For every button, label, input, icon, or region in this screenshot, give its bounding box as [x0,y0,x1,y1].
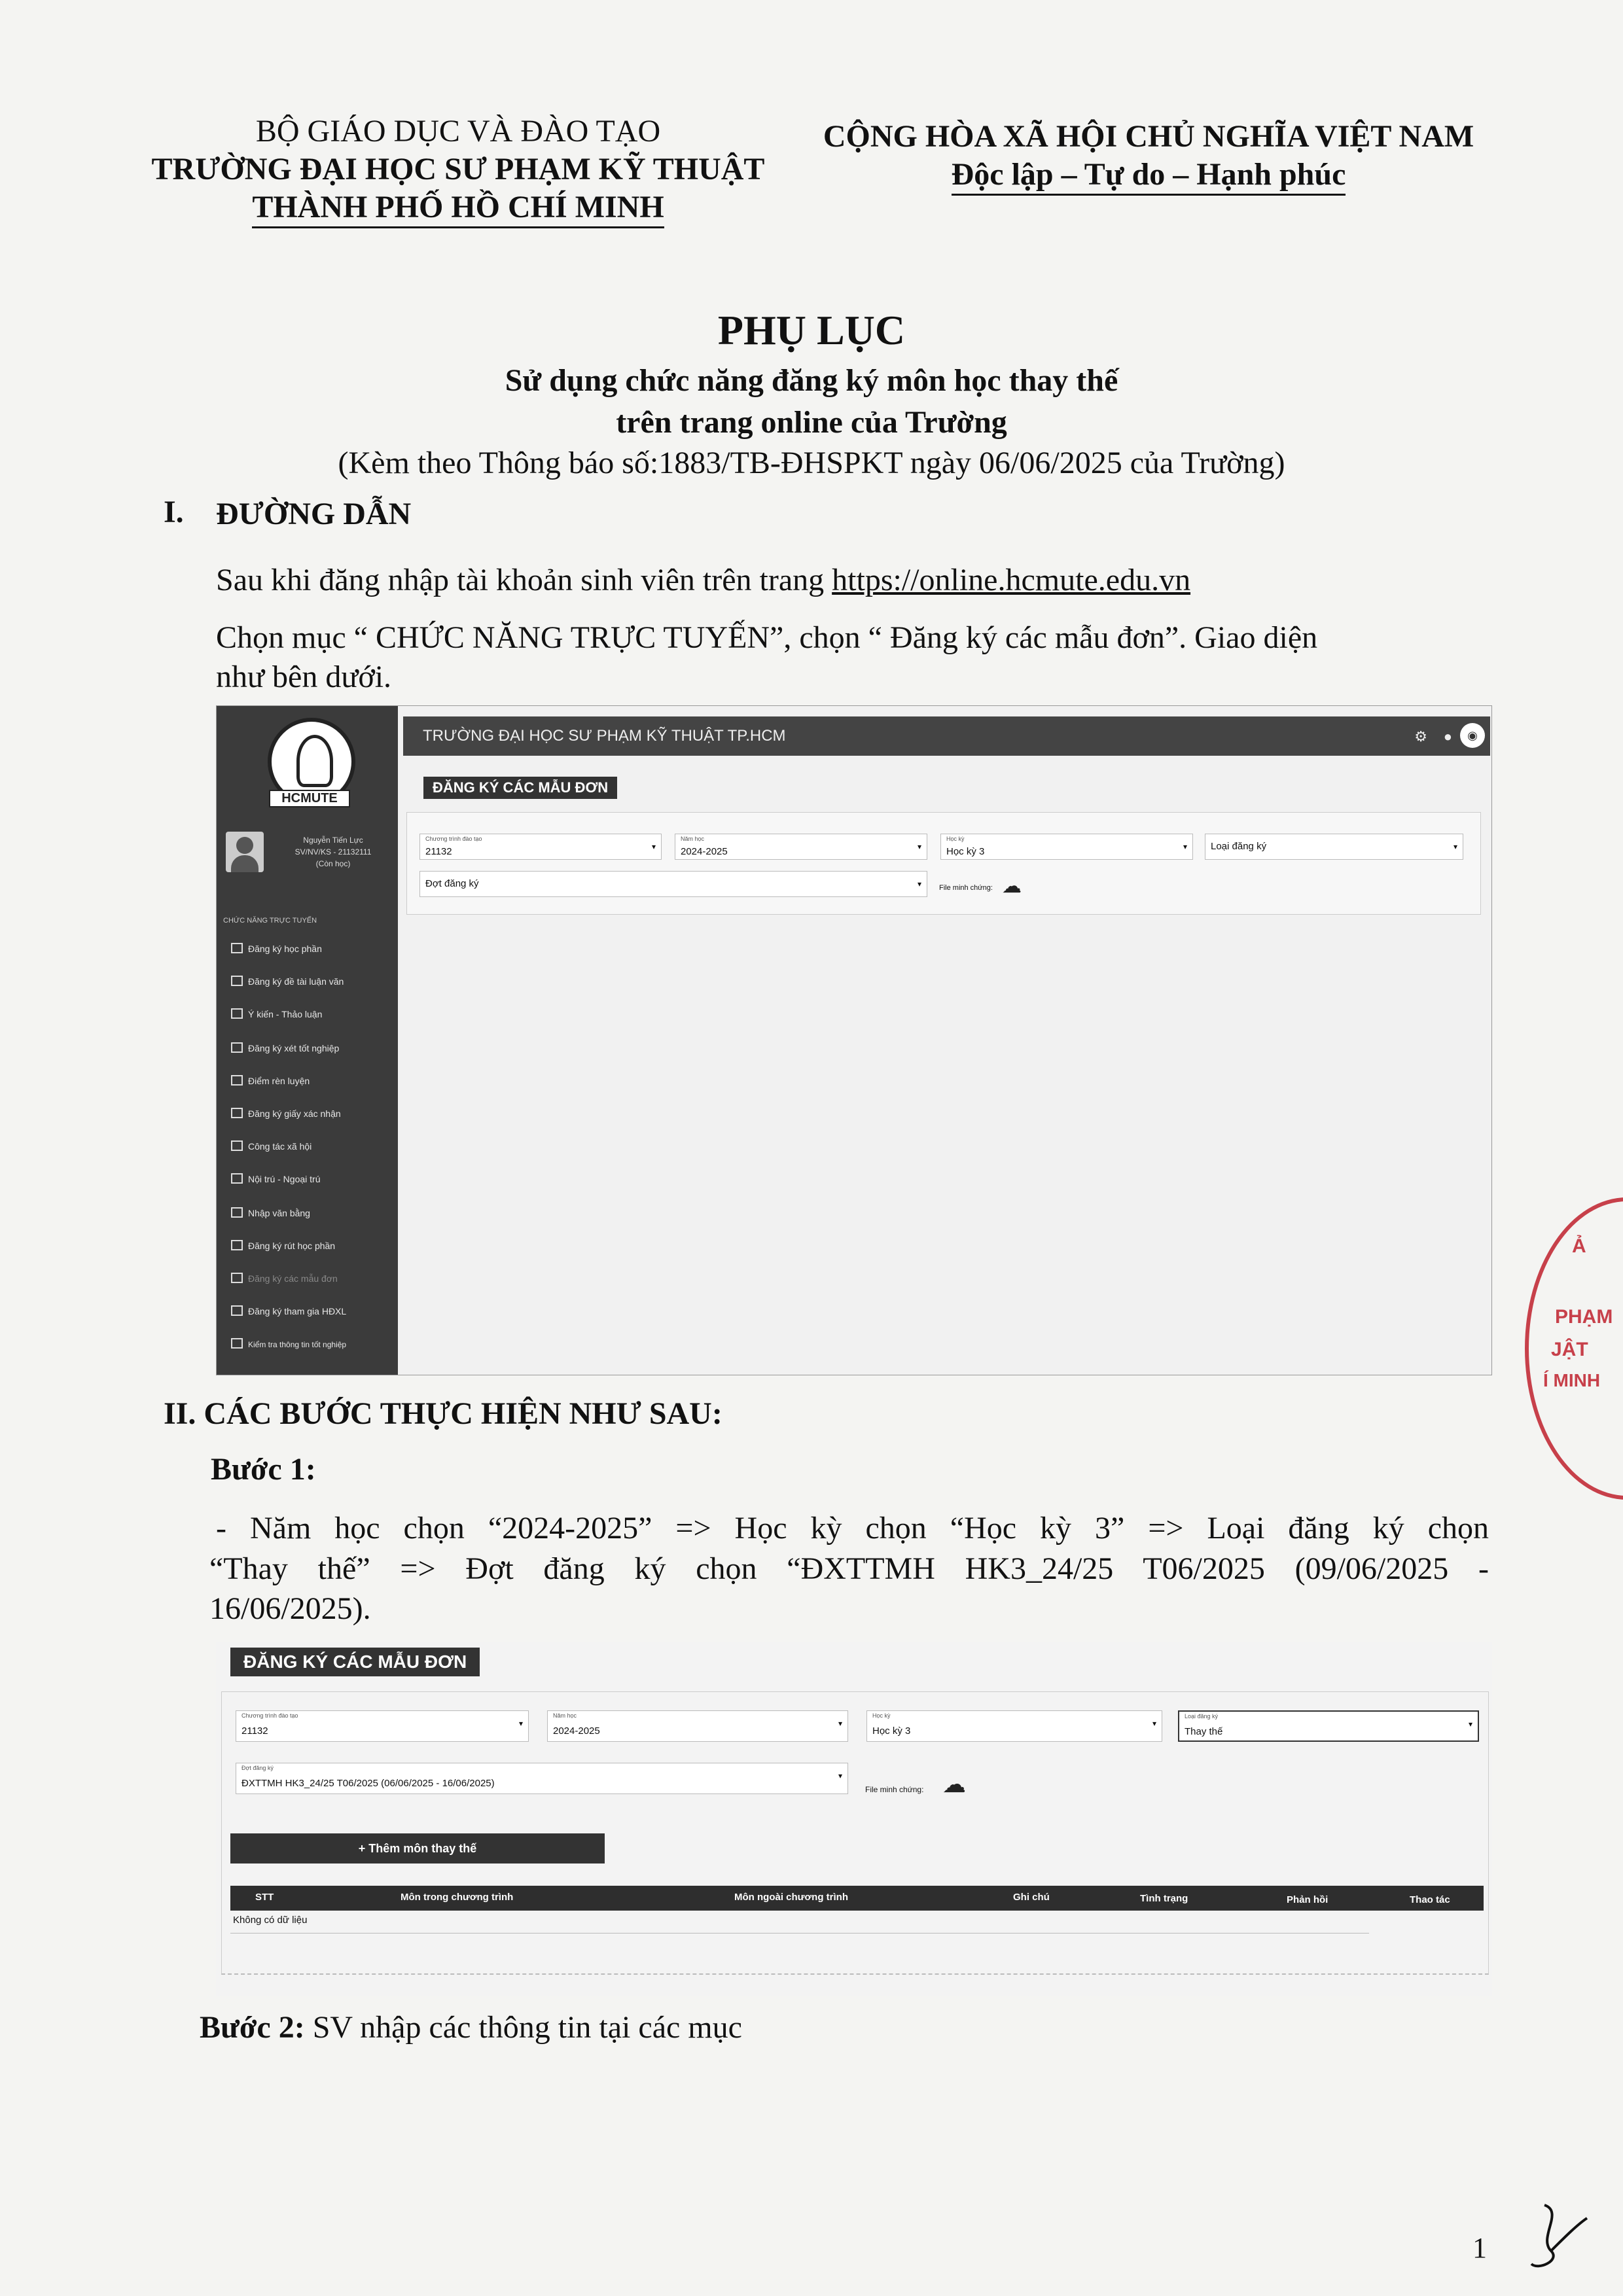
edit-icon [231,943,243,953]
title-sub2: trên trang online của Trường [616,405,1007,440]
school-name-line2: THÀNH PHỐ HỒ CHÍ MINH [252,188,664,228]
semester-select[interactable]: Học kỳ Học kỳ 3 ▾ [866,1710,1162,1742]
empty-table-message: Không có dữ liệu [233,1915,308,1926]
page-tag: ĐĂNG KÝ CÁC MẪU ĐƠN [423,777,617,799]
gear-icon[interactable]: ⚙ [1414,728,1427,745]
step2-paragraph [200,2007,742,2048]
people-icon [231,1140,243,1151]
edit-icon [231,1042,243,1053]
header-left [124,113,792,228]
user-id: SV/NV/KS - 21132111 [294,847,372,857]
page-number: 1 [1472,2232,1487,2264]
column-course-outside-program: Môn ngoài chương trình [734,1892,849,1903]
menu-title: CHỨC NĂNG TRỰC TUYẾN [223,917,317,925]
year-select[interactable]: Năm học 2024-2025 ▾ [675,834,927,860]
section1-paragraph2-line1: Chọn mục “ CHỨC NĂNG TRỰC TUYẾN”, chọn “ Đăng ký các mẫu đơn”. Giao diện [216,620,1318,655]
edit-icon [231,1273,243,1283]
menu-item-graduation[interactable]: Đăng ký xét tốt nghiệp [231,1042,339,1053]
menu-item-withdraw-course[interactable]: Đăng ký rút học phần [231,1240,335,1251]
score-icon [231,1075,243,1086]
menu-item-course-registration[interactable]: Đăng ký học phần [231,943,322,954]
certificate-icon [231,1108,243,1118]
chevron-down-icon: ▾ [1183,842,1187,851]
section1-paragraph1: Sau khi đăng nhập tài khoản sinh viên trên trang https://online.hcmute.edu.vn [216,563,1191,597]
column-stt: STT [255,1892,274,1903]
file-label: File minh chứng: [865,1785,924,1794]
topbar-title: TRƯỜNG ĐẠI HỌC SƯ PHẠM KỸ THUẬT TP.HCM [423,727,786,745]
add-replacement-course-button[interactable]: + Thêm môn thay thế [230,1833,605,1863]
column-note: Ghi chú [1013,1892,1050,1903]
column-course-in-program: Môn trong chương trình [401,1892,514,1903]
user-info [274,834,392,870]
menu-item-feedback[interactable]: Ý kiến - Thảo luận [231,1008,322,1019]
diploma-icon [231,1207,243,1218]
portal-sidebar [217,706,398,1375]
avatar [226,832,264,872]
title-sub1: Sử dụng chức năng đăng ký môn học thay thế [505,363,1118,398]
screenshot-portal-home [216,705,1492,1375]
filter-panel [406,812,1481,915]
user-name: Nguyễn Tiến Lực [303,836,363,845]
program-select[interactable]: Chương trình đào tạo 21132 ▾ [419,834,662,860]
menu-item-conduct-score[interactable]: Điểm rèn luyện [231,1075,310,1086]
menu-item-certificate[interactable]: Đăng ký giấy xác nhận [231,1108,341,1119]
account-icon[interactable]: ◉ [1460,723,1485,748]
menu-item-thesis[interactable]: Đăng ký đề tài luận văn [231,976,344,987]
section1-paragraph2-line2: như bên dưới. [216,660,392,694]
menu-item-forms[interactable]: Đăng ký các mẫu đơn [231,1273,338,1284]
document-title: PHỤ LỤC [717,307,906,353]
section2-heading: II. CÁC BƯỚC THỰC HIỆN NHƯ SAU: [164,1396,722,1431]
signature-mark [1525,2199,1590,2277]
document-icon [231,976,243,986]
chevron-down-icon: ▾ [1468,1720,1472,1729]
round-select[interactable]: Đợt đăng ký ▾ [419,871,927,897]
national-motto: Độc lập – Tự do – Hạnh phúc [952,156,1346,196]
step2-text: SV nhập các thông tin tại các mục [304,2010,742,2045]
menu-item-residence[interactable]: Nội trú - Ngoại trú [231,1173,320,1184]
chevron-down-icon: ▾ [838,1771,842,1780]
table-header [230,1886,1484,1911]
menu-item-hdxl[interactable]: Đăng ký tham gia HĐXL [231,1305,346,1316]
chevron-down-icon: ▾ [1152,1719,1156,1728]
column-status: Tình trạng [1140,1893,1188,1904]
page-tag: ĐĂNG KÝ CÁC MẪU ĐƠN [230,1648,480,1676]
section1-number: I. [164,495,184,529]
cloud-upload-icon[interactable]: ☁ [1002,875,1022,897]
chevron-down-icon: ▾ [1453,842,1457,851]
location-icon [231,1173,243,1184]
column-response: Phản hồi [1287,1894,1329,1905]
menu-item-diploma[interactable]: Nhập văn bằng [231,1207,310,1218]
portal-link[interactable]: https://online.hcmute.edu.vn [832,563,1191,597]
logo-text: HCMUTE [269,790,350,807]
step2-label: Bước 2: [200,2010,305,2045]
year-select[interactable]: Năm học 2024-2025 ▾ [547,1710,848,1742]
column-actions: Thao tác [1410,1894,1450,1905]
bell-icon[interactable]: ● [1443,728,1452,745]
table-bottom-border [230,1933,1369,1934]
chevron-down-icon: ▾ [838,1719,842,1728]
registration-type-select[interactable]: Loại đăng ký Thay thế ▾ [1178,1710,1479,1742]
section2-number: II. [164,1396,196,1431]
step1-line3: 16/06/2025). [209,1591,371,1626]
file-label: File minh chứng: [939,884,993,892]
chevron-down-icon: ▾ [917,842,921,851]
comment-icon [231,1008,243,1019]
registration-type-select[interactable]: Loại đăng ký ▾ [1205,834,1463,860]
official-stamp: Ả PHẠM JẬT Í MINH [1525,1197,1623,1500]
republic-name: CỘNG HÒA XÃ HỘI CHỦ NGHĨA VIỆT NAM [823,119,1474,154]
menu-item-graduation-check[interactable]: Kiểm tra thông tin tốt nghiệp [231,1338,346,1349]
screenshot-registration-form [216,1642,1492,1996]
program-select[interactable]: Chương trình đào tạo 21132 ▾ [236,1710,529,1742]
chevron-down-icon: ▾ [917,879,921,889]
chevron-down-icon: ▾ [518,1719,523,1728]
title-note: (Kèm theo Thông báo số:1883/TB-ĐHSPKT ngày 06/06/2025 của Trường) [338,446,1285,480]
edit-icon [231,1240,243,1250]
document-icon [231,1305,243,1316]
semester-select[interactable]: Học kỳ Học kỳ 3 ▾ [940,834,1193,860]
document-icon [231,1338,243,1349]
user-status: (Còn học) [315,859,351,868]
step1-line1: - Năm học chọn “2024-2025” => Học kỳ chọn “Học kỳ 3” => Loại đăng ký chọn [216,1511,1489,1545]
chevron-down-icon: ▾ [651,842,656,851]
round-select[interactable]: Đợt đăng ký ĐXTTMH HK3_24/25 T06/2025 (06/06/2025 - 16/06/2025) ▾ [236,1763,848,1794]
section1-heading: ĐƯỜNG DẪN [216,497,412,531]
step1-line2: “Thay thế” => Đợt đăng ký chọn “ĐXTTMH HK3_24/25 T06/2025 (09/06/2025 - [209,1551,1489,1586]
header-right [795,118,1502,196]
cloud-upload-icon[interactable]: ☁ [942,1771,966,1797]
menu-item-social-work[interactable]: Công tác xã hội [231,1140,312,1152]
step1-label: Bước 1: [211,1452,316,1487]
portal-topbar [403,716,1490,756]
school-name-line1: TRƯỜNG ĐẠI HỌC SƯ PHẠM KỸ THUẬT [151,152,765,186]
ministry-name: BỘ GIÁO DỤC VÀ ĐÀO TẠO [255,114,661,149]
